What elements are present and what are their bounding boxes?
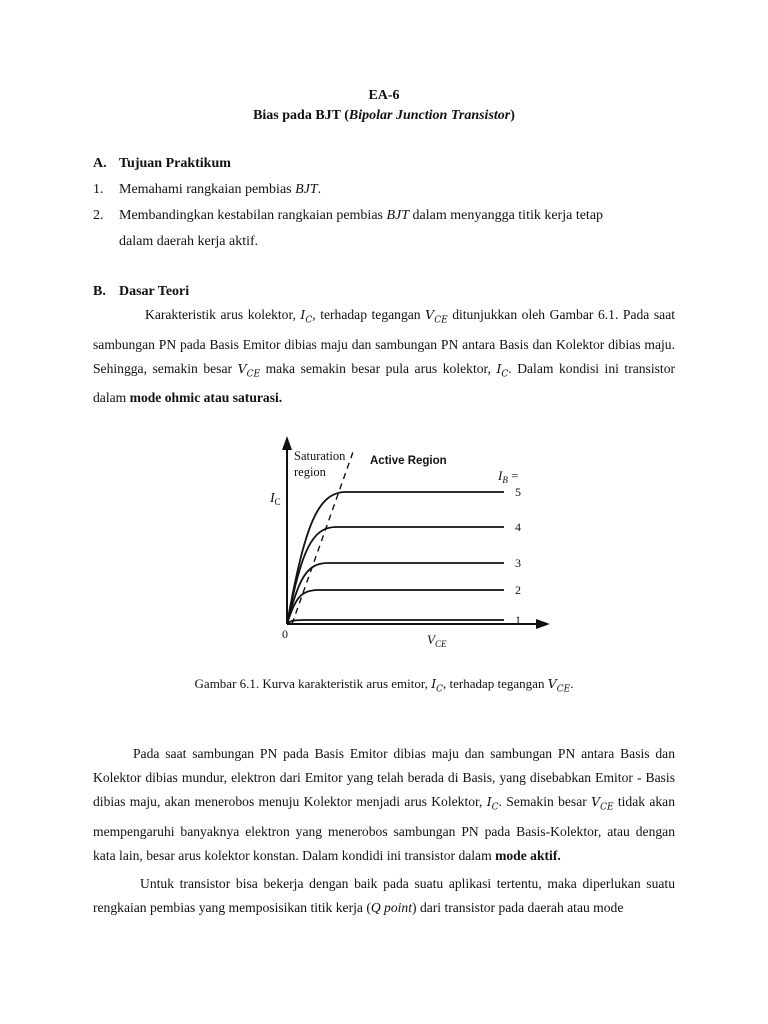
figure-caption: Gambar 6.1. Kurva karakteristik arus emitor, $I_C$, terhadap tegangan $V_{CE}$.	[194, 676, 574, 695]
ib-curve-label-5: 5	[515, 485, 521, 499]
paragraph-2: Pada saat sambungan PN pada Basis Emitor dibias maju dan sambungan PN antara Basis dan Kolektor dibias mundur, elektron dari Emitor yang telah berada di Basis, yang disebabkan Emitor - Basis dibias maju, akan menerobos menuju Kolektor menjadi arus Kolektor, $I_C$. Semakin besar $V_{CE}$ tidak akan mempengaruhi banyaknya elektron yang menerobos sambungan PN pada Basis-Kolektor, atau dengan kata lain, besar arus kolektor konstan. Dalam kondidi ini transistor dalam mode aktif.	[93, 746, 675, 863]
objective-item-2-line2: dalam daerah kerja aktif.	[119, 234, 259, 249]
saturation-region-label: Saturation	[294, 449, 346, 463]
legend-title: $I_B$ =	[498, 468, 519, 485]
origin-label: 0	[282, 627, 288, 641]
ib-curve-label-1: 1	[515, 613, 521, 627]
ib-curve-label-2: 2	[515, 583, 521, 597]
y-axis-label: $I_C$	[270, 491, 281, 507]
section-a-heading: A. Tujuan Praktikum	[93, 156, 231, 171]
ib-curve-label-4: 4	[515, 520, 521, 534]
ib-curve-label-3: 3	[515, 556, 521, 570]
document-code: EA-6	[368, 88, 400, 103]
saturation-region-label-2: region	[294, 465, 326, 479]
paragraph-3: Untuk transistor bisa bekerja dengan baik pada suatu aplikasi tertentu, maka diperlukan suatu rengkaian pembias yang memposisikan titik kerja (Q point) dari transistor pada daerah atau mode	[93, 876, 675, 915]
document-title: Bias pada BJT (Bipolar Junction Transistor)	[253, 108, 515, 123]
objective-item-2: 2. Membandingkan kestabilan rangkaian pembias BJT dalam menyangga titik kerja tetap	[93, 208, 604, 223]
x-axis-label: $V_{CE}$	[427, 632, 447, 649]
active-region-label: Active Region	[370, 455, 447, 467]
paragraph-1: Karakteristik arus kolektor, $I_C$, terhadap tegangan $V_{CE}$ ditunjukkan oleh Gambar 6.1. Pada saat sambungan PN pada Basis Emitor dibias maju dan sambungan PN antara Basis dan Kolektor dibias maju. Sehingga, semakin besar $V_{CE}$ maka semakin besar pula arus kolektor, $I_C$. Dalam kondisi ini transistor dalam mode ohmic atau saturasi.	[93, 307, 676, 405]
bjt-characteristic-chart	[266, 424, 568, 654]
section-b-heading: B. Dasar Teori	[93, 284, 190, 299]
objective-item-1: 1. Memahami rangkaian pembias BJT.	[93, 182, 322, 197]
